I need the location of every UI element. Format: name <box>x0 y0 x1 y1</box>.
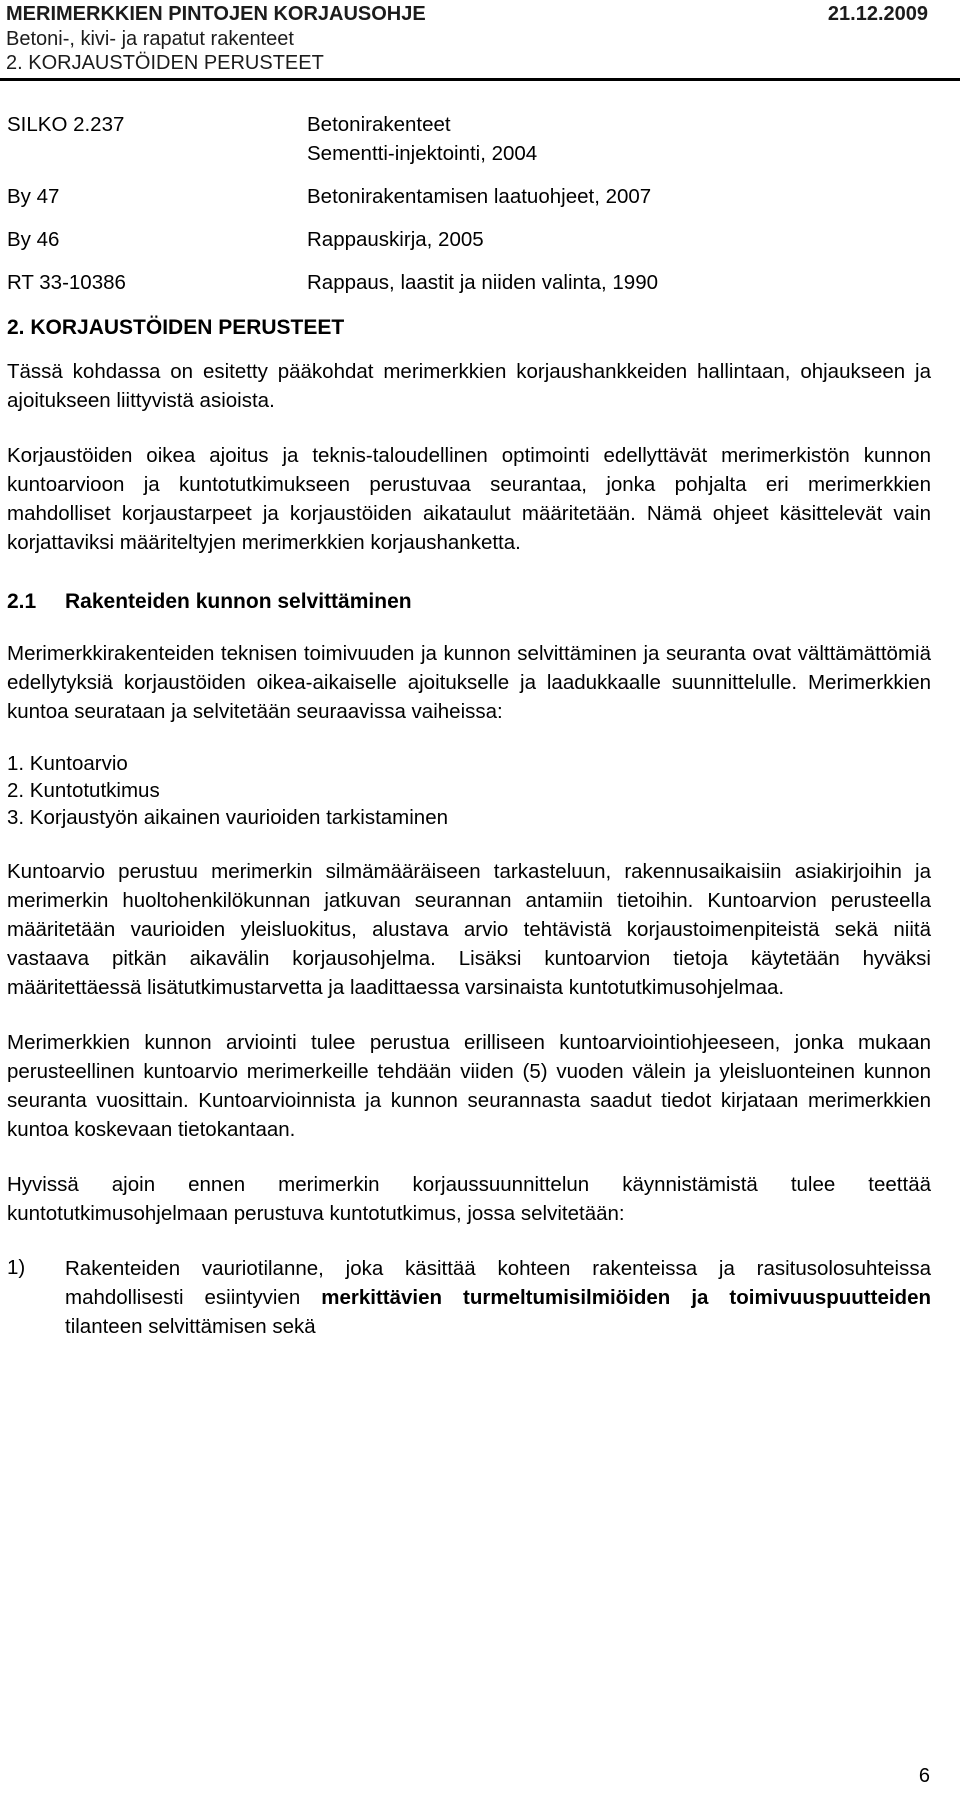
reference-row <box>7 225 931 254</box>
page-number: 6 <box>918 1765 930 1787</box>
reference-title: Rappaus, laastit ja niiden valinta, 1990 <box>307 271 659 294</box>
phase-list <box>7 750 931 831</box>
reference-code: RT 33-10386 <box>7 271 126 294</box>
item-text-start: Rakenteiden vauriotilanne, joka käsittää kohteen rakenteissa ja rasitusolosuhteissa mahdollisesti esiintyvien <box>65 1257 931 1309</box>
list-item: 3. Korjaustyön aikainen vaurioiden tarkistaminen <box>7 806 449 829</box>
section-2-1-intro: Merimerkkirakenteiden teknisen toimivuuden ja kunnon selvittäminen ja seuranta ovat välttämättömiä edellytyksiä korjaustöiden oikea-aikaiselle ajoitukselle ja laadukkaalle suunnittelulle. Merimerkkien kuntoa seurataan ja selvitetään seuraavissa vaiheissa: <box>7 642 931 723</box>
section-title: Rakenteiden kunnon selvittäminen <box>65 590 412 613</box>
item-text <box>65 1254 931 1341</box>
list-item <box>7 1254 931 1341</box>
document-date: 21.12.2009 <box>827 3 928 25</box>
section-number: 2.1 <box>7 590 37 613</box>
reference-title: Betonirakenteet <box>307 113 451 136</box>
reference-title-line2: Sementti-injektointi, 2004 <box>307 142 538 165</box>
document-subtitle: Betoni-, kivi- ja rapatut rakenteet <box>6 28 294 50</box>
section-2-heading: 2. KORJAUSTÖIDEN PERUSTEET <box>7 316 345 339</box>
item-number: 1) <box>7 1256 26 1279</box>
kuntoarvio-paragraph: Kuntoarvio perustuu merimerkin silmämääräiseen tarkasteluun, rakennusaikaisiin asiakirjoihin ja merimerkin huoltohenkilökunnan jatkuvan seurannan antamiin tietoihin. Kuntoarvion perusteella määritetään vaurioiden yleisluokitus, alustava arvio tehtävistä korjaustoimenpiteistä sekä niitä vastaava pitkän aikavälin korjausohjelma. Lisäksi kuntoarvion tietoja käytetään hyväksi määritettäessä lisätutkimustarvetta ja laadittaessa varsinaista kuntotutkimusohjelmaa. <box>7 860 931 999</box>
arviointi-paragraph: Merimerkkien kunnon arviointi tulee perustua erilliseen kuntoarviointiohjeeseen, jonka mukaan perusteellinen kuntoarvio merimerkeille tehdään viiden (5) vuoden välein ja yleisluonteinen kunnon seuranta vuosittain. Kuntoarvioinnista ja kunnon seurannasta saadut tiedot kirjataan merimerkkien kuntoa koskevaan tietokantaan. <box>7 1031 931 1141</box>
document-body <box>7 110 931 1341</box>
reference-code: SILKO 2.237 <box>7 113 125 136</box>
section-2-intro: Tässä kohdassa on esitetty pääkohdat merimerkkien korjaushankkeiden hallintaan, ohjaukseen ja ajoitukseen liittyvistä asioista. <box>7 360 931 412</box>
reference-title-block <box>307 110 931 168</box>
section-2-paragraph: Korjaustöiden oikea ajoitus ja teknis-taloudellinen optimointi edellyttävät merimerkistön kunnon kuntoarvioon ja kuntotutkimukseen perustuvaa seurantaa, jonka pohjalta eri merimerkkien mahdolliset korjaustarpeet ja korjaustöiden aikataulut määritetään. Nämä ohjeet käsittelevät vain korjattaviksi määriteltyjen merimerkkien korjaushanketta. <box>7 444 931 554</box>
reference-title: Rappauskirja, 2005 <box>307 228 484 251</box>
document-title: MERIMERKKIEN PINTOJEN KORJAUSOHJE <box>6 3 426 25</box>
header-divider <box>0 78 960 81</box>
header-title-row <box>6 2 946 26</box>
section-2-1-heading <box>7 587 931 617</box>
reference-title: Betonirakentamisen laatuohjeet, 2007 <box>307 185 652 208</box>
item-text-end: tilanteen selvittämisen sekä <box>65 1315 316 1338</box>
header-section: 2. KORJAUSTÖIDEN PERUSTEET <box>6 52 324 74</box>
reference-row <box>7 182 931 211</box>
reference-row <box>7 110 931 168</box>
list-item: 1. Kuntoarvio <box>7 752 128 775</box>
reference-code: By 47 <box>7 185 60 208</box>
reference-code: By 46 <box>7 228 60 251</box>
page-header <box>0 0 960 78</box>
kuntotutkimus-paragraph: Hyvissä ajoin ennen merimerkin korjaussuunnittelun käynnistämistä tulee teettää kuntotutkimusohjelmaan perustuva kuntotutkimus, jossa selvitetään: <box>7 1173 931 1225</box>
item-text-emphasis: merkittävien turmeltumisilmiöiden ja toimivuuspuutteiden <box>321 1286 932 1309</box>
list-item: 2. Kuntotutkimus <box>7 779 160 802</box>
survey-list <box>7 1254 931 1341</box>
reference-list <box>7 110 931 297</box>
reference-row <box>7 268 931 297</box>
